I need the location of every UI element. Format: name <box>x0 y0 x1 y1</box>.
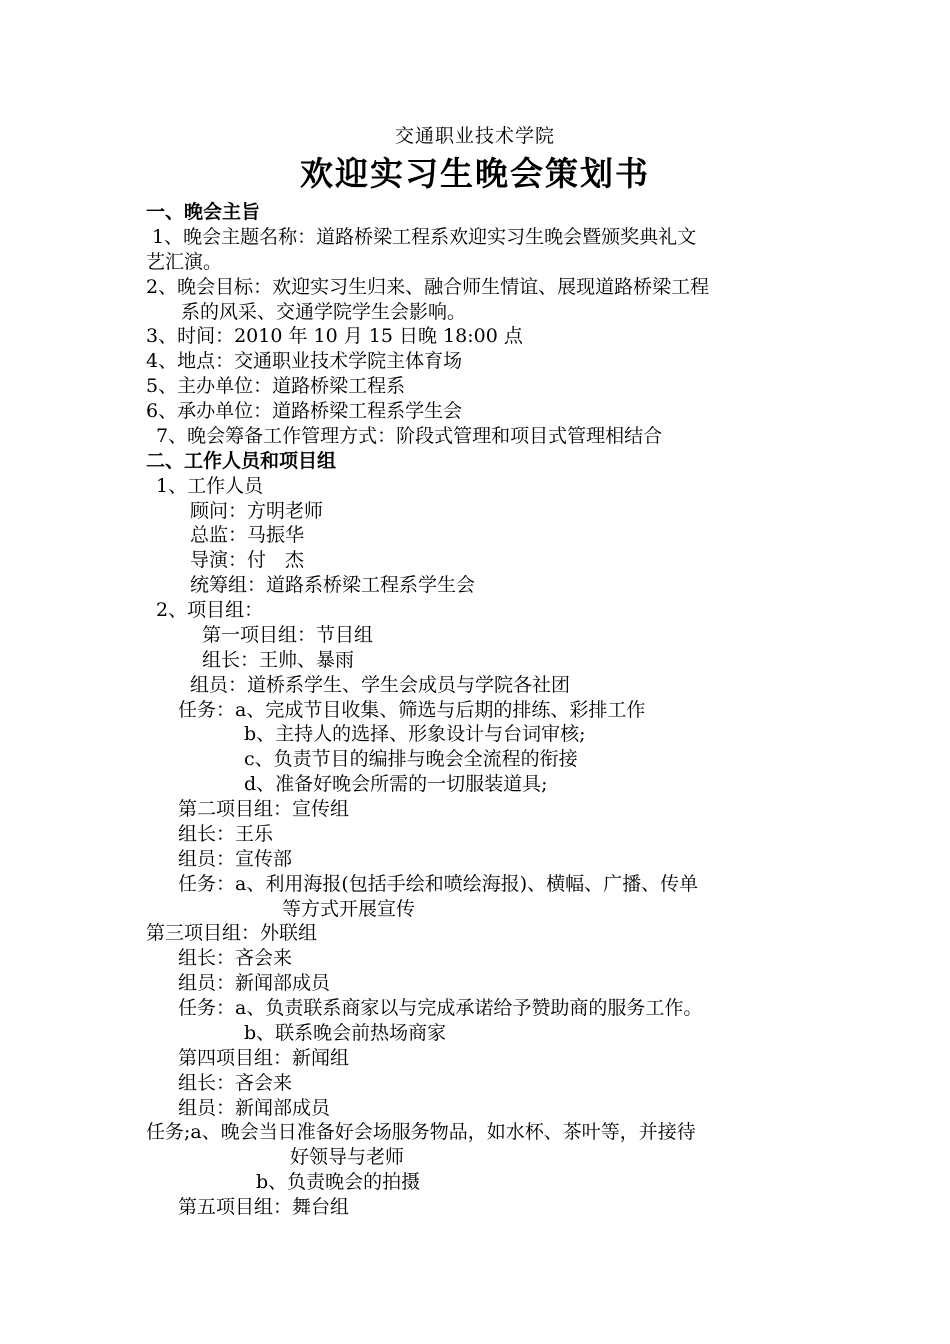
list-item-time: 3、时间：2010 年 10 月 15 日晚 18:00 点 <box>146 325 523 347</box>
list-item-goal-continued: 系的风采、交通学院学生会影响。 <box>181 301 467 323</box>
group1-task-c: c、负责节目的编排与晚会全流程的衔接 <box>244 748 578 770</box>
group1-members: 组员：道桥系学生、学生会成员与学院各社团 <box>190 674 571 696</box>
group4-task-b: b、负责晚会的拍摄 <box>256 1171 421 1193</box>
list-item-location: 4、地点：交通职业技术学院主体育场 <box>146 350 463 372</box>
staff-director-general: 总监：马振华 <box>190 524 305 546</box>
groups-heading: 2、项目组： <box>156 599 264 621</box>
staff-coordination: 统筹组：道路系桥梁工程系学生会 <box>190 574 476 596</box>
group3-task-b: b、联系晚会前热场商家 <box>244 1022 447 1044</box>
group3-title: 第三项目组：外联组 <box>146 922 318 944</box>
staff-director: 导演：付 杰 <box>190 549 305 571</box>
group3-members: 组员：新闻部成员 <box>178 972 331 994</box>
list-item-host: 5、主办单位：道路桥梁工程系 <box>146 375 406 397</box>
group4-members: 组员：新闻部成员 <box>178 1097 331 1119</box>
institution-name: 交通职业技术学院 <box>394 125 555 147</box>
section-heading-purpose: 一、晚会主旨 <box>146 201 261 223</box>
list-item-organizer: 6、承办单位：道路桥梁工程系学生会 <box>146 400 463 422</box>
document-title: 欢迎实习生晚会策划书 <box>300 154 650 193</box>
group4-leader: 组长：吝会来 <box>178 1072 293 1094</box>
group2-leader: 组长：王乐 <box>178 823 274 845</box>
group2-task-a: 任务：a、利用海报(包括手绘和喷绘海报)、横幅、广播、传单 <box>178 873 699 895</box>
list-item-management: 7、晚会筹备工作管理方式：阶段式管理和项目式管理相结合 <box>156 425 663 447</box>
group3-leader: 组长：吝会来 <box>178 947 293 969</box>
section-heading-staff: 二、工作人员和项目组 <box>146 450 337 472</box>
group4-task-a-continued: 好领导与老师 <box>290 1146 405 1168</box>
list-item-goal: 2、晚会目标：欢迎实习生归来、融合师生情谊、展现道路桥梁工程 <box>146 276 710 298</box>
group4-task-a: 任务;a、晚会当日准备好会场服务物品，如水杯、茶叶等，并接待 <box>146 1121 696 1143</box>
group2-title: 第二项目组：宣传组 <box>178 798 350 820</box>
group4-title: 第四项目组：新闻组 <box>178 1047 350 1069</box>
group1-task-a: 任务：a、完成节目收集、筛选与后期的排练、彩排工作 <box>178 699 646 721</box>
group1-task-b: b、主持人的选择、形象设计与台词审核; <box>244 723 586 745</box>
staff-advisor: 顾问：方明老师 <box>190 500 324 522</box>
list-item-theme-continued: 艺汇演。 <box>146 251 223 273</box>
group5-title: 第五项目组：舞台组 <box>178 1196 350 1218</box>
group1-title: 第一项目组：节目组 <box>202 624 374 646</box>
list-item-theme: 1、晚会主题名称：道路桥梁工程系欢迎实习生晚会暨颁奖典礼文 <box>152 226 697 248</box>
group1-leader: 组长：王帅、暴雨 <box>202 649 355 671</box>
group3-task-a: 任务：a、负责联系商家以与完成承诺给予赞助商的服务工作。 <box>178 997 703 1019</box>
group2-members: 组员：宣传部 <box>178 848 293 870</box>
staff-heading: 1、工作人员 <box>156 475 264 497</box>
group1-task-d: d、准备好晚会所需的一切服装道具; <box>244 773 548 795</box>
group2-task-a-continued: 等方式开展宣传 <box>282 898 416 920</box>
